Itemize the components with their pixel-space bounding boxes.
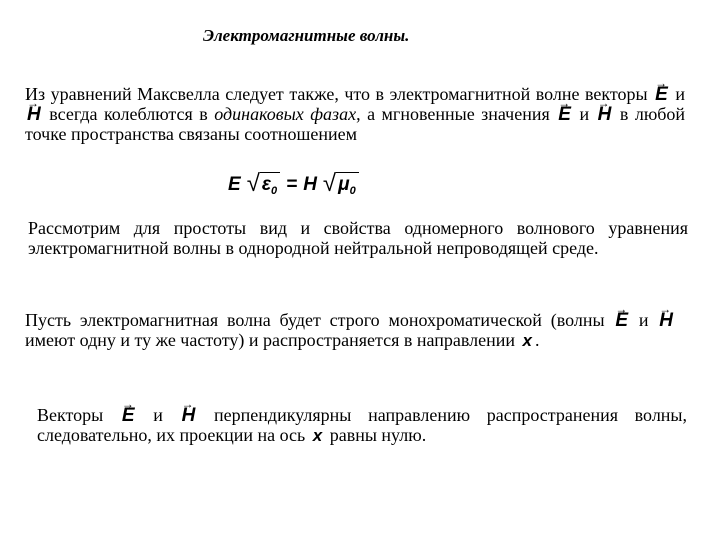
vector-e-symbol: → E xyxy=(653,86,670,104)
mu-symbol: μ xyxy=(338,174,350,195)
vector-e-symbol: → E xyxy=(556,106,573,124)
vector-h-symbol: → H xyxy=(596,106,614,124)
text: имеют одну и ту же частоту) и распространяется в направлении xyxy=(25,330,516,350)
sqrt-mu: √ $\mu_0$ xyxy=(323,172,359,197)
paragraph-perpendicular xyxy=(37,405,687,446)
paragraph-monochromatic xyxy=(25,310,675,351)
text: Векторы xyxy=(37,405,104,425)
text: перпендикулярны направлению распространения волны, следовательно, их проекции на ось xyxy=(37,405,688,445)
vector-h-symbol: → H xyxy=(657,312,675,330)
epsilon-subscript: 0 xyxy=(270,185,278,197)
formula-h: H xyxy=(303,173,317,195)
vector-e-symbol: → E xyxy=(120,407,137,425)
mu-subscript: 0 xyxy=(349,185,356,197)
text: и xyxy=(153,405,163,425)
sqrt-epsilon: √ $\varepsilon_0$ xyxy=(247,172,280,197)
paragraph-maxwell xyxy=(25,84,685,144)
x-axis-symbol: x xyxy=(312,426,323,445)
text: , а мгновенные значения xyxy=(356,104,550,124)
text: и xyxy=(638,310,649,330)
paragraph-wave-equation: Рассмотрим для простоты вид и свойства одномерного волнового уравнения электромагнитной волны в однородной нейтральной непроводящей среде. xyxy=(28,218,688,258)
vector-h-symbol: → H xyxy=(180,407,198,425)
text: равны нулю. xyxy=(329,425,427,445)
formula-e: E xyxy=(228,173,241,195)
epsilon-symbol: ε xyxy=(261,174,271,195)
text: в любой точке пространства связаны соотношением xyxy=(25,104,686,144)
vector-h-symbol: → H xyxy=(25,106,43,124)
formula-e-h-relation xyxy=(228,172,359,197)
vector-e-symbol: → E xyxy=(613,312,630,330)
text: Из уравнений Максвелла следует также, что в электромагнитной волне векторы xyxy=(25,84,648,104)
text: Пусть электромагнитная волна будет строго монохроматической (волны xyxy=(25,310,605,330)
text: и xyxy=(675,84,686,104)
italic-phrase: одинаковых фазах xyxy=(214,104,357,124)
slide-title: Электромагнитные волны. xyxy=(203,26,410,45)
text: и xyxy=(579,104,590,124)
equals-sign: = xyxy=(286,173,298,195)
text: всегда колеблются в xyxy=(49,104,208,124)
text: . xyxy=(534,330,540,350)
x-axis-symbol: x xyxy=(522,331,532,350)
